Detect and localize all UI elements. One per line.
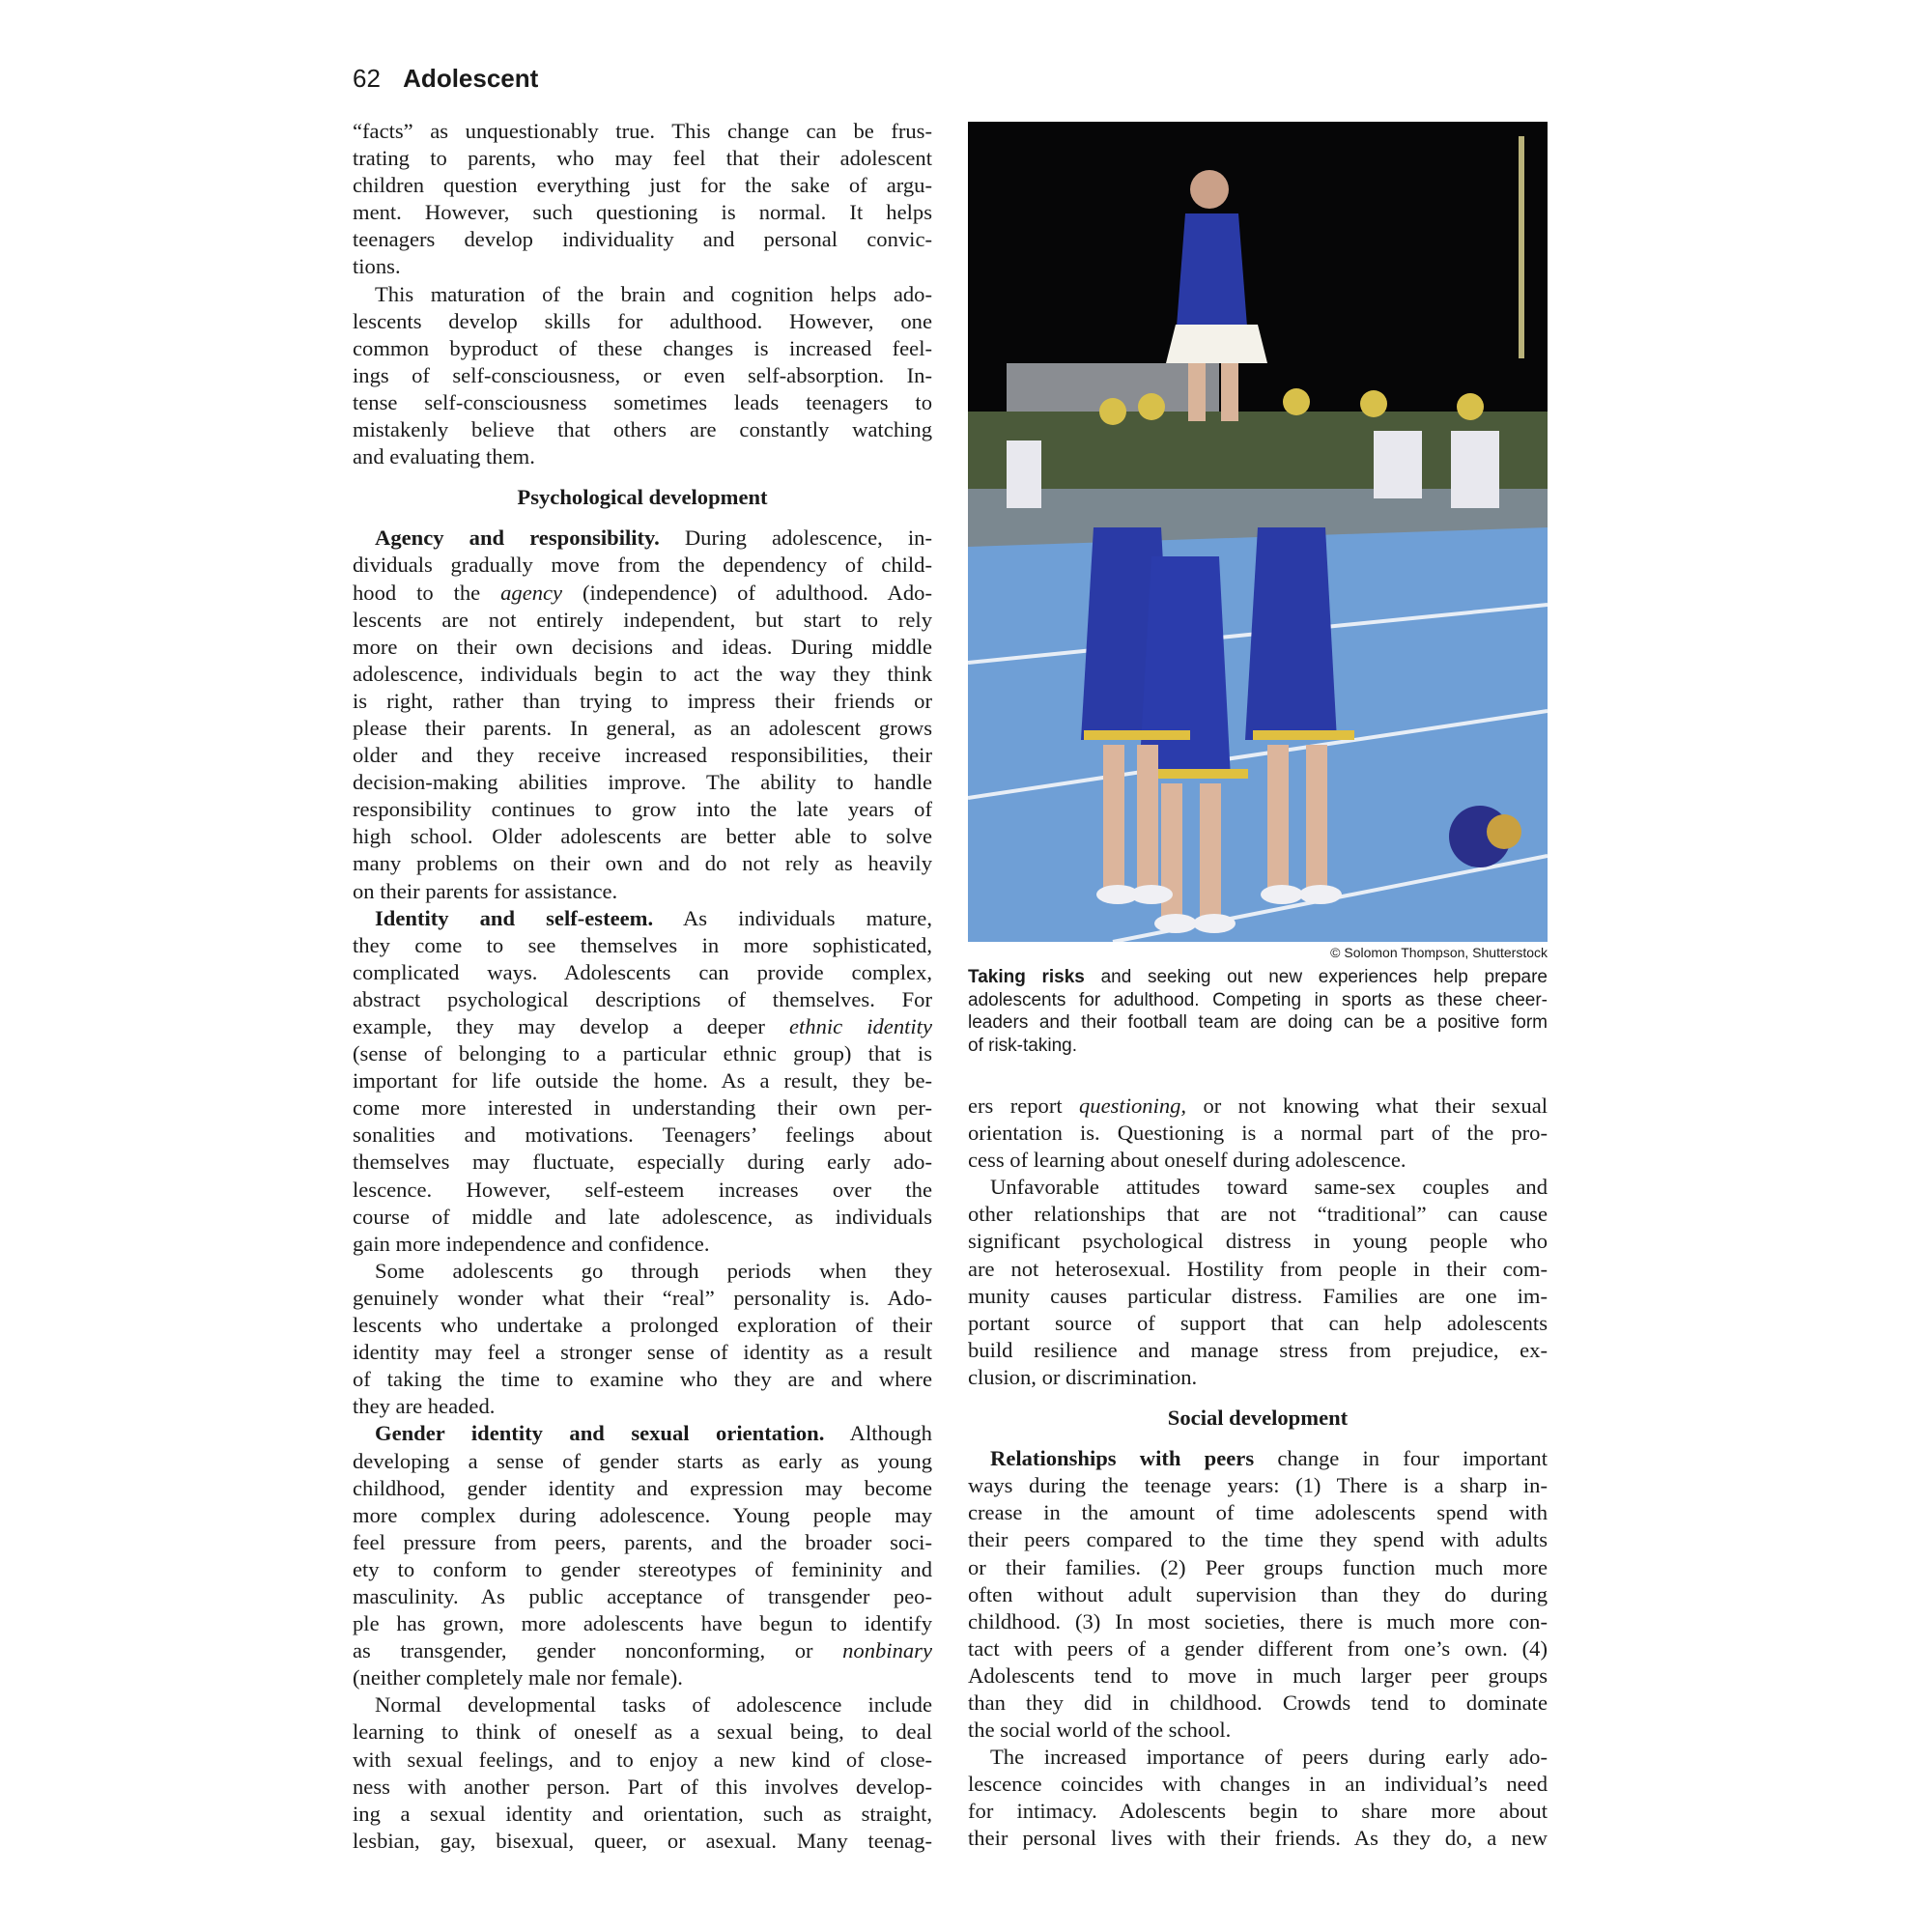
text-line: lescence coincides with changes in an individual’s need: [968, 1772, 1548, 1797]
text-line: crease in the amount of time adolescents spend with: [968, 1500, 1548, 1525]
cheerleaders-photo: [968, 122, 1548, 942]
page-number: 62: [353, 64, 381, 93]
text-line: with sexual feelings, and to enjoy a new kind of close-: [353, 1747, 932, 1772]
text-line: children question everything just for the sake of argu-: [353, 173, 932, 198]
text-line: abstract psychological descriptions of themselves. For: [353, 986, 932, 1011]
paragraph: [968, 1445, 1548, 1744]
text-line: on their parents for assistance.: [353, 878, 618, 903]
photo-credit: © Solomon Thompson, Shutterstock: [1330, 945, 1548, 960]
right-column: [968, 1093, 1548, 1853]
text-line: cess of learning about oneself during adolescence.: [968, 1148, 1406, 1173]
text-line: [968, 1093, 1548, 1120]
text-line: adolescence, individuals begin to act the way they think: [353, 661, 932, 686]
paragraph: [353, 1258, 932, 1421]
running-title: Adolescent: [403, 64, 539, 93]
text-line: lescents are not entirely independent, but start to rely: [353, 607, 932, 632]
text-line: [353, 1420, 932, 1447]
paragraph: [968, 1174, 1548, 1391]
text-line: high school. Older adolescents are better able to solve: [353, 824, 932, 849]
text-line: learning to think of oneself as a sexual being, to deal: [353, 1719, 932, 1745]
text-line: orientation is. Questioning is a normal part of the pro-: [968, 1121, 1548, 1146]
paragraph: [353, 1691, 932, 1855]
text-line: themselves may fluctuate, especially during early ado-: [353, 1150, 932, 1175]
text-line: other relationships that are not “traditional” can cause: [968, 1202, 1548, 1227]
text-line: more complex during adolescence. Young people may: [353, 1502, 932, 1527]
paragraph: [353, 525, 932, 904]
text-run: as transgender, gender nonconforming, or: [353, 1638, 843, 1663]
text-line: come more interested in understanding their own per-: [353, 1095, 932, 1121]
text-line: feel pressure from peers, parents, and the broader soci-: [353, 1529, 932, 1554]
text-line: their peers compared to the time they spend with adults: [968, 1527, 1548, 1552]
italic-term: questioning,: [1079, 1094, 1187, 1118]
text-line: “facts” as unquestionably true. This change can be frus-: [353, 119, 932, 143]
text-line: teenagers develop individuality and personal convic-: [353, 227, 932, 252]
left-column: [353, 118, 932, 1855]
text-line: ways during the teenage years: (1) There is a sharp in-: [968, 1473, 1548, 1498]
text-line: trating to parents, who may feel that their adolescent: [353, 146, 932, 171]
photo-illustration: [968, 122, 1548, 942]
text-line: responsibility continues to grow into the late years of: [353, 797, 932, 822]
text-line: childhood. (3) In most societies, there is much more con-: [968, 1608, 1548, 1634]
text-line: the social world of the school.: [968, 1718, 1232, 1743]
text-line: masculinity. As public acceptance of transgender peo-: [353, 1583, 932, 1608]
text-line: dividuals gradually move from the dependency of child-: [353, 553, 932, 578]
text-line: more on their own decisions and ideas. During middle: [353, 634, 932, 659]
paragraph: [353, 905, 932, 1258]
italic-term: agency: [500, 580, 563, 605]
text-line: of risk-taking.: [968, 1035, 1077, 1056]
text-run: Although: [824, 1421, 932, 1446]
text-run: example, they may develop a deeper: [353, 1014, 789, 1038]
text-line: is right, rather than trying to impress their friends or: [353, 688, 932, 713]
text-line: Adolescents tend to move in much larger peer groups: [968, 1662, 1548, 1688]
text-line: Unfavorable attitudes toward same-sex couples and: [990, 1175, 1548, 1200]
text-line: developing a sense of gender starts as early as young: [353, 1448, 932, 1473]
run-in-heading: Relationships with peers: [990, 1446, 1255, 1471]
text-line: This maturation of the brain and cognition helps ado-: [375, 281, 932, 306]
text-line: [353, 525, 932, 552]
text-line: gain more independence and confidence.: [353, 1231, 710, 1256]
text-line: Normal developmental tasks of adolescence include: [375, 1692, 932, 1718]
run-in-heading: Identity and self-esteem.: [375, 905, 654, 930]
text-line: ings of self-consciousness, or even self-absorption. In-: [353, 362, 932, 387]
text-line: they come to see themselves in more sophisticated,: [353, 932, 932, 957]
text-line: often without adult supervision than they do during: [968, 1581, 1548, 1606]
text-run: As individuals mature,: [653, 905, 932, 930]
text-line: of taking the time to examine who they are and where: [353, 1367, 932, 1392]
running-header: [353, 64, 538, 94]
paragraph: [353, 281, 932, 471]
text-line: clusion, or discrimination.: [968, 1364, 1198, 1389]
text-line: [353, 1637, 932, 1664]
text-line: tact with peers of a gender different from one’s own. (4): [968, 1635, 1548, 1661]
text-line: portant source of support that can help adolescents: [968, 1310, 1548, 1335]
text-line: for intimacy. Adolescents begin to share more about: [968, 1799, 1548, 1824]
text-line: many problems on their own and do not rely as heavily: [353, 851, 932, 876]
text-line: childhood, gender identity and expression may become: [353, 1475, 932, 1500]
text-line: lescents who undertake a prolonged exploration of their: [353, 1313, 932, 1338]
text-line: than they did in childhood. Crowds tend to dominate: [968, 1690, 1548, 1715]
text-run: (independence) of adulthood. Ado-: [562, 580, 932, 605]
text-line: please their parents. In general, as an adolescent grows: [353, 715, 932, 740]
text-line: [353, 580, 932, 607]
text-line: or their families. (2) Peer groups function much more: [968, 1554, 1548, 1579]
paragraph: [968, 1744, 1548, 1852]
text-run: During adolescence, in-: [659, 526, 932, 551]
text-line: (neither completely male nor female).: [353, 1665, 683, 1690]
paragraph: [353, 118, 932, 281]
text-line: The increased importance of peers during early ado-: [990, 1745, 1548, 1770]
text-line: are not heterosexual. Hostility from people in their com-: [968, 1256, 1548, 1281]
text-line: complicated ways. Adolescents can provide complex,: [353, 959, 932, 984]
text-line: ing a sexual identity and orientation, such as straight,: [353, 1801, 932, 1826]
text-line: leaders and their football team are doing can be a positive form: [968, 1012, 1548, 1033]
photo-caption: [968, 966, 1548, 1057]
text-line: lescents develop skills for adulthood. However, one: [353, 308, 932, 333]
text-line: build resilience and manage stress from prejudice, ex-: [968, 1337, 1548, 1362]
text-run: hood to the: [353, 580, 501, 605]
text-line: tions.: [353, 254, 401, 279]
text-line: adolescents for adulthood. Competing in sports as these cheer-: [968, 989, 1548, 1010]
text-line: mistakenly believe that others are constantly watching: [353, 417, 932, 442]
text-line: common byproduct of these changes is increased feel-: [353, 335, 932, 360]
text-line: and evaluating them.: [353, 444, 535, 469]
text-run: and seeking out new experiences help prepare: [1084, 967, 1548, 987]
text-line: ple has grown, more adolescents have begun to identify: [353, 1611, 932, 1636]
text-line: older and they receive increased responsibilities, their: [353, 743, 932, 768]
text-run: or not knowing what their sexual: [1186, 1094, 1548, 1118]
text-line: significant psychological distress in young people who: [968, 1229, 1548, 1254]
run-in-heading: Agency and responsibility.: [375, 526, 660, 551]
italic-term: nonbinary: [842, 1638, 932, 1663]
text-line: they are headed.: [353, 1394, 496, 1419]
text-line: [353, 1013, 932, 1040]
text-line: munity causes particular distress. Families are one im-: [968, 1283, 1548, 1308]
text-line: ety to conform to gender stereotypes of femininity and: [353, 1556, 932, 1581]
text-line: genuinely wonder what their “real” personality is. Ado-: [353, 1285, 932, 1310]
paragraph: [968, 1093, 1548, 1174]
run-in-heading: Gender identity and sexual orientation.: [375, 1421, 825, 1446]
text-line: lesbian, gay, bisexual, queer, or asexual. Many teenag-: [353, 1828, 932, 1853]
text-run: ers report: [968, 1094, 1079, 1118]
italic-term: ethnic identity: [788, 1014, 932, 1038]
text-line: [353, 905, 932, 932]
text-line: lescence. However, self-esteem increases over the: [353, 1177, 932, 1202]
text-line: tense self-consciousness sometimes leads teenagers to: [353, 389, 932, 414]
text-line: sonalities and motivations. Teenagers’ feelings about: [353, 1122, 932, 1148]
paragraph: [353, 1420, 932, 1691]
text-line: ness with another person. Part of this involves develop-: [353, 1774, 932, 1799]
section-heading: Psychological development: [517, 485, 768, 510]
text-line: decision-making abilities improve. The ability to handle: [353, 770, 932, 795]
text-line: [968, 1445, 1548, 1472]
text-line: ment. However, such questioning is normal. It helps: [353, 200, 932, 225]
text-line: identity may feel a stronger sense of identity as a result: [353, 1340, 932, 1365]
text-line: important for life outside the home. As a result, they be-: [353, 1068, 932, 1094]
run-in-heading: Taking risks: [968, 967, 1085, 987]
text-line: (sense of belonging to a particular ethnic group) that is: [353, 1041, 932, 1066]
text-line: their personal lives with their friends. As they do, a new: [968, 1826, 1548, 1851]
section-heading: Social development: [1167, 1406, 1349, 1431]
text-line: Some adolescents go through periods when they: [375, 1258, 932, 1283]
text-line: [968, 966, 1548, 989]
text-run: change in four important: [1254, 1446, 1548, 1471]
text-line: course of middle and late adolescence, as individuals: [353, 1204, 932, 1229]
